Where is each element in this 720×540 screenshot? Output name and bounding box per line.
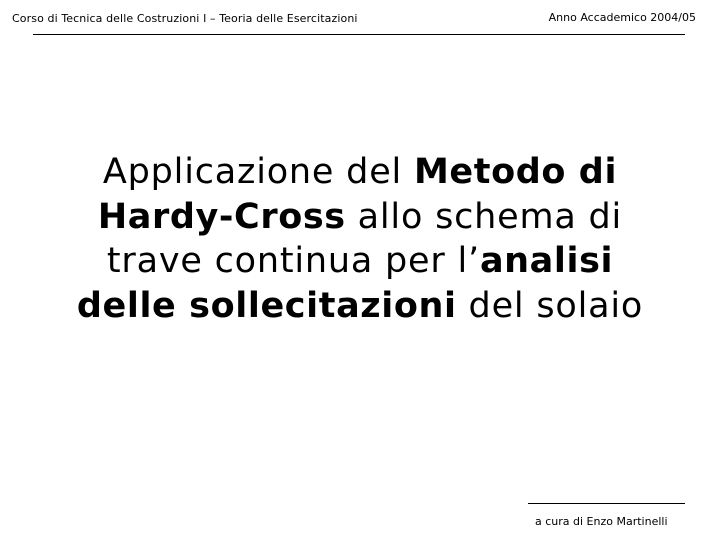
title-emphasis: analisi — [479, 241, 614, 281]
title-emphasis: Metodo di — [413, 152, 618, 192]
author-credit: a cura di Enzo Martinelli — [535, 515, 668, 528]
title-emphasis: delle sollecitazioni — [76, 285, 457, 326]
title-text: Applicazione del — [102, 152, 414, 192]
slide-title — [40, 150, 680, 328]
course-title: Corso di Tecnica delle Costruzioni I – Teoria delle Esercitazioni — [12, 12, 358, 25]
title-text: allo schema di — [345, 196, 623, 237]
title-line-2 — [40, 195, 680, 240]
title-text: trave continua per l’ — [106, 241, 480, 281]
header-divider — [33, 34, 685, 35]
slide-header — [0, 0, 720, 36]
title-line-1 — [40, 150, 680, 195]
academic-year: Anno Accademico 2004/05 — [548, 11, 696, 24]
footer-divider — [528, 503, 685, 504]
title-line-4 — [40, 284, 680, 329]
title-text: del solaio — [456, 285, 644, 326]
title-emphasis: Hardy-Cross — [97, 196, 346, 237]
title-line-3 — [40, 239, 680, 284]
